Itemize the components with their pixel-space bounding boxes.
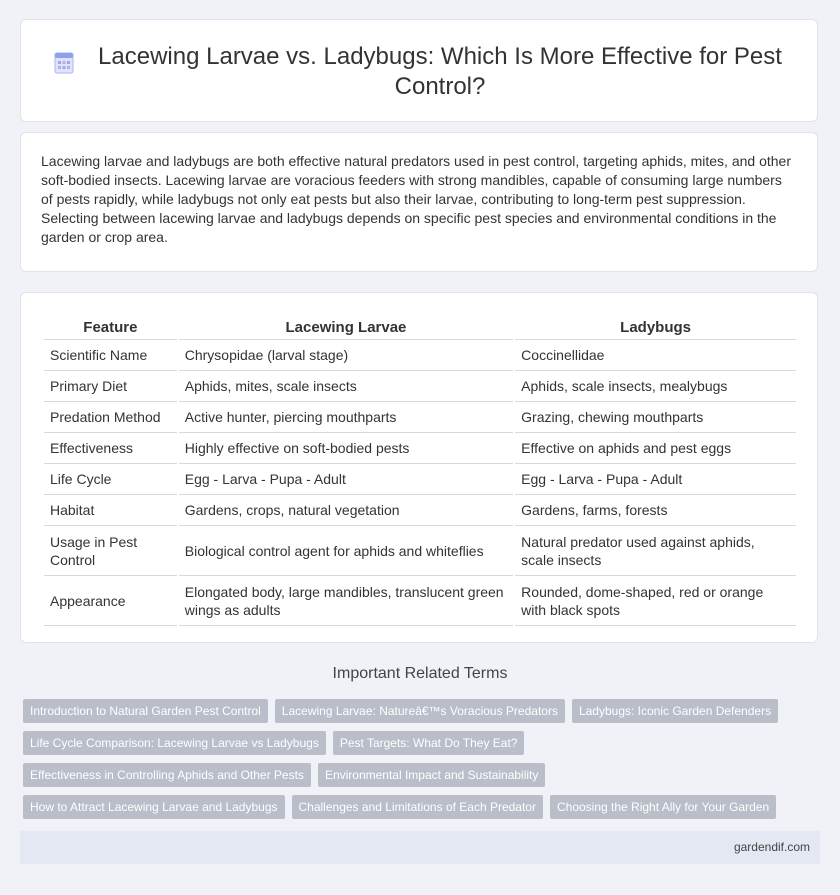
- row-ladybug: Egg - Larva - Pupa - Adult: [515, 464, 796, 495]
- table-header-row: [44, 313, 796, 340]
- header-feature: Feature: [44, 313, 177, 340]
- table-row: [44, 526, 796, 576]
- related-terms-list: [20, 699, 820, 827]
- row-ladybug: Grazing, chewing mouthparts: [515, 402, 796, 433]
- row-feature: Appearance: [44, 576, 177, 626]
- related-term-link[interactable]: Life Cycle Comparison: Lacewing Larvae vs Ladybugs: [23, 731, 326, 755]
- comparison-table: [42, 313, 798, 626]
- row-ladybug: Rounded, dome-shaped, red or orange with black spots: [515, 576, 796, 626]
- row-feature: Predation Method: [44, 402, 177, 433]
- row-ladybug: Effective on aphids and pest eggs: [515, 433, 796, 464]
- row-ladybug: Gardens, farms, forests: [515, 495, 796, 526]
- header-ladybugs: Ladybugs: [515, 313, 796, 340]
- related-term-link[interactable]: Pest Targets: What Do They Eat?: [333, 731, 525, 755]
- title-card: [20, 19, 818, 122]
- intro-card: [20, 132, 818, 272]
- related-term-link[interactable]: How to Attract Lacewing Larvae and Ladybugs: [23, 795, 285, 819]
- table-row: [44, 402, 796, 433]
- row-lacewing: Highly effective on soft-bodied pests: [179, 433, 513, 464]
- row-feature: Life Cycle: [44, 464, 177, 495]
- related-term-link[interactable]: Choosing the Right Ally for Your Garden: [550, 795, 776, 819]
- related-term-link[interactable]: Challenges and Limitations of Each Predator: [292, 795, 543, 819]
- row-ladybug: Aphids, scale insects, mealybugs: [515, 371, 796, 402]
- table-row: [44, 371, 796, 402]
- intro-paragraph: Lacewing larvae and ladybugs are both effective natural predators used in pest control, targeting aphids, mites, and other soft-bodied insects. Lacewing larvae are voracious feeders with strong mandibles, capable of consuming large numbers of pests rapidly, while ladybugs not only eat pests but also their larvae, contributing to long-term pest suppression. Selecting between lacewing larvae and ladybugs depends on specific pest species and environmental conditions in the garden or crop area.: [41, 153, 791, 245]
- page-title: Lacewing Larvae vs. Ladybugs: Which Is More Effective for Pest Control?: [98, 43, 782, 100]
- related-terms-section: [20, 663, 820, 827]
- row-feature: Scientific Name: [44, 340, 177, 371]
- row-feature: Primary Diet: [44, 371, 177, 402]
- related-term-link[interactable]: Environmental Impact and Sustainability: [318, 763, 545, 787]
- row-feature: Usage in Pest Control: [44, 526, 177, 576]
- table-row: [44, 576, 796, 626]
- header-lacewing-larvae: Lacewing Larvae: [179, 313, 513, 340]
- document-icon: [51, 50, 77, 76]
- row-lacewing: Aphids, mites, scale insects: [179, 371, 513, 402]
- related-term-link[interactable]: Lacewing Larvae: Natureâ€™s Voracious Predators: [275, 699, 565, 723]
- table-row: [44, 340, 796, 371]
- row-feature: Effectiveness: [44, 433, 177, 464]
- row-ladybug: Coccinellidae: [515, 340, 796, 371]
- related-term-link[interactable]: Introduction to Natural Garden Pest Control: [23, 699, 268, 723]
- row-lacewing: Egg - Larva - Pupa - Adult: [179, 464, 513, 495]
- table-row: [44, 433, 796, 464]
- related-terms-title: Important Related Terms: [332, 665, 508, 682]
- footer: [20, 831, 820, 864]
- row-lacewing: Biological control agent for aphids and whiteflies: [179, 526, 513, 576]
- comparison-card: [20, 292, 818, 643]
- row-lacewing: Chrysopidae (larval stage): [179, 340, 513, 371]
- row-lacewing: Active hunter, piercing mouthparts: [179, 402, 513, 433]
- table-row: [44, 464, 796, 495]
- row-feature: Habitat: [44, 495, 177, 526]
- row-lacewing: Gardens, crops, natural vegetation: [179, 495, 513, 526]
- related-term-link[interactable]: Effectiveness in Controlling Aphids and Other Pests: [23, 763, 311, 787]
- related-term-link[interactable]: Ladybugs: Iconic Garden Defenders: [572, 699, 778, 723]
- row-ladybug: Natural predator used against aphids, scale insects: [515, 526, 796, 576]
- table-row: [44, 495, 796, 526]
- row-lacewing: Elongated body, large mandibles, translucent green wings as adults: [179, 576, 513, 626]
- site-link[interactable]: gardendif.com: [733, 840, 810, 854]
